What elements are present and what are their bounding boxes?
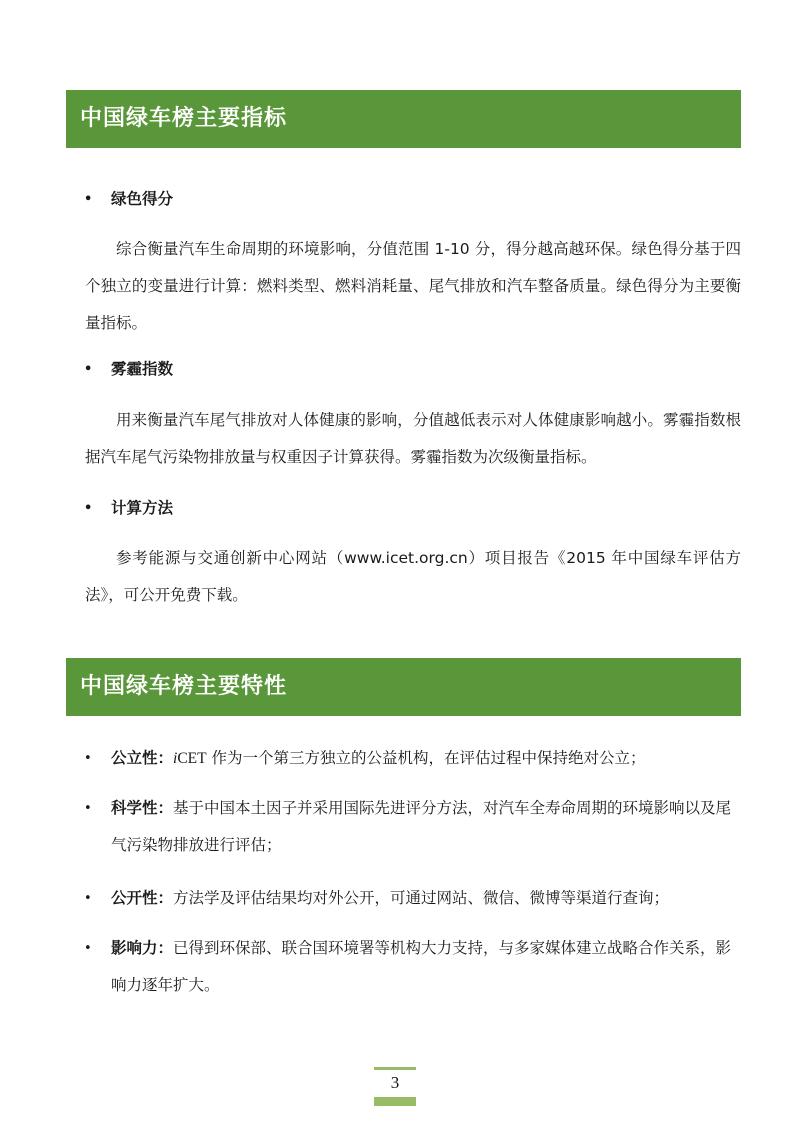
feature-influence [84,930,744,1004]
section-title-features: 中国绿车榜主要特性 [66,658,741,716]
bullet-heading-calc-method: • 计算方法 [84,497,173,520]
feature-label: 影响力： [111,939,174,957]
feature-label: 公开性： [111,889,174,907]
feature-text: 已得到环保部、联合国环境署等机构大力支持，与多家媒体建立战略合作关系，影响力逐年扩大。 [111,939,732,994]
brand-name: CET [177,750,207,767]
feature-scientific [84,790,744,864]
feature-text: 作为一个第三方独立的公益机构，在评估过程中保持绝对公立； [206,749,646,767]
brand-prefix: i [173,750,178,767]
paragraph-calc-method: 参考能源与交通创新中心网站（www.icet.org.cn）项目报告《2015 年中国绿车评估方法》，可公开免费下载。 [85,549,741,604]
bullet-icon: • [84,751,92,766]
page-number-value: 3 [390,1073,400,1092]
bullet-icon: • [84,941,92,956]
bullet-icon: • [84,191,93,207]
feature-label: 公立性： [111,749,174,767]
feature-openness [84,880,744,917]
feature-label: 科学性： [111,799,174,817]
bullet-icon: • [84,891,92,906]
feature-impartiality [84,740,744,777]
feature-text: 方法学及评估结果均对外公开，可通过网站、微信、微博等渠道行查询； [173,889,670,907]
bullet-heading-green-score: • 绿色得分 [84,188,173,211]
section-title-indicators: 中国绿车榜主要指标 [66,90,741,148]
bullet-icon: • [84,500,93,516]
page-number-bottom-bar [374,1097,416,1106]
page-number [374,1067,416,1106]
bullet-icon: • [84,361,93,377]
paragraph-green-score: 综合衡量汽车生命周期的环境影响，分值范围 1-10 分，得分越高越环保。绿色得分基于四个独立的变量进行计算：燃料类型、燃料消耗量、尾气排放和汽车整备质量。绿色得分为主要衡量指标。 [85,240,741,332]
feature-text: 基于中国本土因子并采用国际先进评分方法，对汽车全寿命周期的环境影响以及尾气污染物排放进行评估； [111,799,732,854]
bullet-heading-smog-index: • 雾霾指数 [84,358,173,381]
paragraph-smog-index: 用来衡量汽车尾气排放对人体健康的影响，分值越低表示对人体健康影响越小。雾霾指数根据汽车尾气污染物排放量与权重因子计算获得。雾霾指数为次级衡量指标。 [85,411,741,466]
bullet-icon: • [84,801,92,816]
page-number-top-rule [374,1067,416,1070]
